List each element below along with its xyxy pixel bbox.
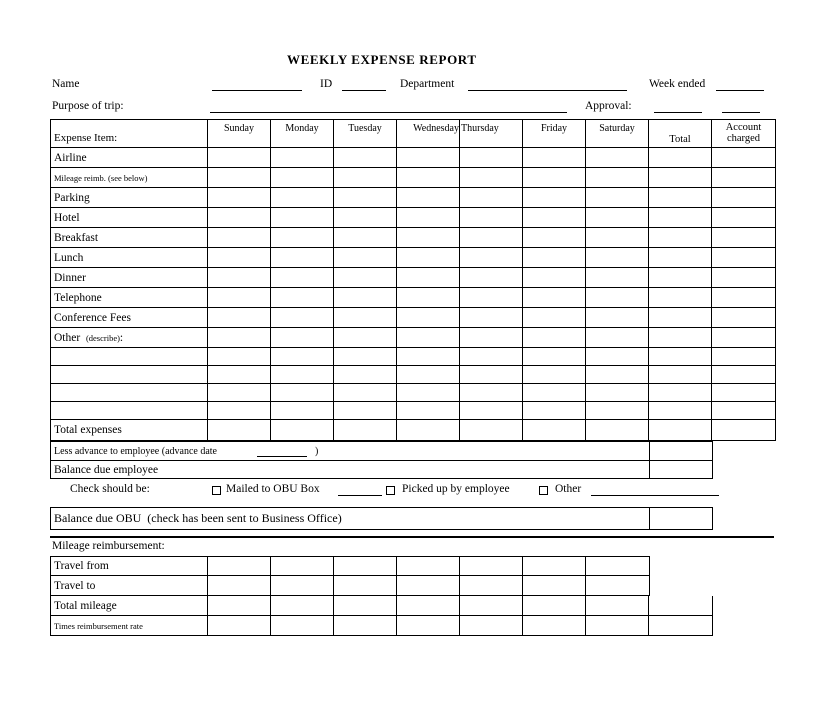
id-field-blank[interactable] xyxy=(342,77,386,91)
expense-day-cell[interactable] xyxy=(208,384,271,401)
expense-account-cell[interactable] xyxy=(712,384,775,401)
expense-item-label xyxy=(51,366,208,383)
expense-day-cell[interactable] xyxy=(271,228,334,247)
expense-day-cell[interactable] xyxy=(586,188,649,207)
expense-total-cell[interactable] xyxy=(649,248,712,267)
expense-table xyxy=(50,119,776,441)
expense-day-cell[interactable] xyxy=(523,168,586,187)
less-advance-amount-cell[interactable] xyxy=(649,442,712,460)
balance-due-obu-amount-cell[interactable] xyxy=(649,508,712,529)
expense-total-cell[interactable] xyxy=(649,384,712,401)
expense-total-cell[interactable] xyxy=(649,402,712,419)
expense-day-cell[interactable] xyxy=(208,328,271,347)
expense-item-label: Dinner xyxy=(51,268,208,287)
expense-account-cell[interactable] xyxy=(712,366,775,383)
expense-day-cell[interactable] xyxy=(586,384,649,401)
expense-day-cell[interactable] xyxy=(523,348,586,365)
expense-account-cell[interactable] xyxy=(712,328,775,347)
mileage-day-cell[interactable] xyxy=(586,616,649,635)
other-checkbox[interactable] xyxy=(539,486,548,495)
expense-day-cell[interactable] xyxy=(460,308,523,327)
expense-item-label: Hotel xyxy=(51,208,208,227)
expense-day-cell[interactable] xyxy=(334,268,397,287)
total-expenses-day-cell[interactable] xyxy=(271,420,334,440)
expense-day-cell[interactable] xyxy=(208,168,271,187)
expense-row xyxy=(50,208,776,228)
total-column-header: Total xyxy=(649,120,712,147)
total-expenses-day-cell[interactable] xyxy=(523,420,586,440)
expense-day-cell[interactable] xyxy=(523,268,586,287)
expense-day-cell[interactable] xyxy=(334,288,397,307)
expense-item-label: Airline xyxy=(51,148,208,167)
mileage-day-cell[interactable] xyxy=(397,616,460,635)
mailed-to-obu-label: Mailed to OBU Box xyxy=(226,483,320,495)
expense-day-cell[interactable] xyxy=(208,402,271,419)
mileage-day-cell[interactable] xyxy=(460,596,523,615)
mileage-total-cell[interactable] xyxy=(649,596,712,615)
expense-day-cell[interactable] xyxy=(271,402,334,419)
expense-account-cell[interactable] xyxy=(712,308,775,327)
expense-row xyxy=(50,366,776,384)
expense-day-cell[interactable] xyxy=(586,348,649,365)
expense-day-cell[interactable] xyxy=(334,384,397,401)
expense-day-cell[interactable] xyxy=(460,148,523,167)
expense-day-cell[interactable] xyxy=(523,366,586,383)
expense-day-cell[interactable] xyxy=(271,348,334,365)
mileage-day-cell[interactable] xyxy=(271,596,334,615)
mileage-table xyxy=(50,556,713,636)
expense-day-cell[interactable] xyxy=(586,402,649,419)
expense-item-label xyxy=(51,348,208,365)
expense-day-cell[interactable] xyxy=(523,228,586,247)
expense-day-cell[interactable] xyxy=(397,248,460,267)
expense-day-cell[interactable] xyxy=(397,402,460,419)
mailed-to-obu-checkbox[interactable] xyxy=(212,486,221,495)
expense-account-cell[interactable] xyxy=(712,148,775,167)
picked-up-label: Picked up by employee xyxy=(402,483,510,495)
expense-item-header: Expense Item: xyxy=(51,120,208,147)
expense-day-cell[interactable] xyxy=(397,228,460,247)
mileage-day-cell[interactable] xyxy=(460,616,523,635)
balance-due-employee-amount-cell[interactable] xyxy=(649,461,712,478)
expense-row xyxy=(50,188,776,208)
expense-total-cell[interactable] xyxy=(649,148,712,167)
expense-row xyxy=(50,228,776,248)
expense-row xyxy=(50,308,776,328)
mileage-day-cell[interactable] xyxy=(208,557,271,575)
expense-day-cell[interactable] xyxy=(271,188,334,207)
expense-day-cell[interactable] xyxy=(334,348,397,365)
expense-day-cell[interactable] xyxy=(523,148,586,167)
section-divider xyxy=(50,536,774,538)
expense-row xyxy=(50,288,776,308)
less-advance-text xyxy=(51,442,649,460)
expense-day-cell[interactable] xyxy=(397,148,460,167)
expense-account-cell[interactable] xyxy=(712,188,775,207)
mileage-day-cell[interactable] xyxy=(271,616,334,635)
expense-row xyxy=(50,348,776,366)
week-ended-field-blank[interactable] xyxy=(716,77,764,91)
expense-day-cell[interactable] xyxy=(208,248,271,267)
expense-day-cell[interactable] xyxy=(586,168,649,187)
total-expenses-label: Total expenses xyxy=(51,420,208,440)
expense-day-cell[interactable] xyxy=(334,228,397,247)
mileage-day-cell[interactable] xyxy=(586,557,649,575)
expense-item-label: Conference Fees xyxy=(51,308,208,327)
expense-day-cell[interactable] xyxy=(208,366,271,383)
mileage-row-label: Times reimbursement rate xyxy=(51,616,208,635)
day-header-saturday: Saturday xyxy=(586,120,649,147)
expense-table-body xyxy=(50,148,776,441)
mileage-day-cell[interactable] xyxy=(334,596,397,615)
expense-day-cell[interactable] xyxy=(397,288,460,307)
mileage-row-label: Total mileage xyxy=(51,596,208,615)
total-expenses-row xyxy=(50,420,776,441)
purpose-of-trip-label: Purpose of trip: xyxy=(52,100,124,112)
day-header-wednesday: Wednesday xyxy=(397,120,460,147)
expense-day-cell[interactable] xyxy=(397,308,460,327)
expense-day-cell[interactable] xyxy=(271,248,334,267)
expense-account-cell[interactable] xyxy=(712,402,775,419)
expense-day-cell[interactable] xyxy=(271,288,334,307)
expense-day-cell[interactable] xyxy=(397,366,460,383)
mileage-day-cell[interactable] xyxy=(334,576,397,595)
expense-item-label: Parking xyxy=(51,188,208,207)
mileage-day-cell[interactable] xyxy=(460,576,523,595)
expense-day-cell[interactable] xyxy=(208,148,271,167)
expense-row xyxy=(50,328,776,348)
total-expenses-day-cell[interactable] xyxy=(586,420,649,440)
account-charged-column-header xyxy=(712,120,775,147)
expense-day-cell[interactable] xyxy=(334,168,397,187)
expense-day-cell[interactable] xyxy=(460,288,523,307)
expense-item-label-part: (describe) xyxy=(85,332,120,343)
expense-day-cell[interactable] xyxy=(460,188,523,207)
department-label: Department xyxy=(400,78,455,90)
expense-day-cell[interactable] xyxy=(271,328,334,347)
expense-item-label xyxy=(51,328,208,347)
expense-day-cell[interactable] xyxy=(208,288,271,307)
expense-day-cell[interactable] xyxy=(586,248,649,267)
expense-day-cell[interactable] xyxy=(460,248,523,267)
expense-total-cell[interactable] xyxy=(649,208,712,227)
expense-account-cell[interactable] xyxy=(712,248,775,267)
mileage-day-cell[interactable] xyxy=(460,557,523,575)
mileage-row xyxy=(50,616,713,636)
balance-due-employee-label: Balance due employee xyxy=(54,463,159,476)
expense-day-cell[interactable] xyxy=(334,308,397,327)
week-ended-label: Week ended xyxy=(649,78,706,90)
less-advance-row xyxy=(50,441,713,461)
expense-day-cell[interactable] xyxy=(334,402,397,419)
expense-day-cell[interactable] xyxy=(271,308,334,327)
expense-row xyxy=(50,168,776,188)
balance-due-employee-text xyxy=(51,461,649,478)
expense-day-cell[interactable] xyxy=(397,384,460,401)
account-header-line1: Account xyxy=(725,122,762,133)
expense-day-cell[interactable] xyxy=(586,328,649,347)
name-label: Name xyxy=(52,78,80,90)
expense-day-cell[interactable] xyxy=(397,268,460,287)
mileage-day-cell[interactable] xyxy=(523,576,586,595)
expense-row xyxy=(50,148,776,168)
expense-day-cell[interactable] xyxy=(208,268,271,287)
mileage-day-cell[interactable] xyxy=(397,557,460,575)
expense-item-label: Lunch xyxy=(51,248,208,267)
expense-item-label: Telephone xyxy=(51,288,208,307)
other-option-blank[interactable] xyxy=(591,482,719,496)
expense-account-cell[interactable] xyxy=(712,268,775,287)
expense-day-cell[interactable] xyxy=(271,148,334,167)
mileage-day-cell[interactable] xyxy=(523,557,586,575)
expense-day-cell[interactable] xyxy=(460,366,523,383)
expense-total-cell[interactable] xyxy=(649,366,712,383)
expense-day-cell[interactable] xyxy=(523,188,586,207)
expense-day-cell[interactable] xyxy=(334,366,397,383)
expense-total-cell[interactable] xyxy=(649,328,712,347)
balance-due-obu-row xyxy=(50,507,713,530)
expense-account-cell[interactable] xyxy=(712,288,775,307)
balance-due-obu-text xyxy=(51,508,649,529)
day-header-thursday: Thursday xyxy=(460,120,523,147)
mileage-section-label: Mileage reimbursement: xyxy=(52,540,165,552)
expense-row xyxy=(50,402,776,420)
purpose-field-blank[interactable] xyxy=(210,99,567,113)
expense-item-label-part: : xyxy=(119,331,124,344)
expense-day-cell[interactable] xyxy=(208,228,271,247)
expense-day-cell[interactable] xyxy=(271,208,334,227)
expense-account-cell[interactable] xyxy=(712,168,775,187)
expense-day-cell[interactable] xyxy=(586,366,649,383)
mileage-day-cell[interactable] xyxy=(397,576,460,595)
picked-up-checkbox[interactable] xyxy=(386,486,395,495)
expense-day-cell[interactable] xyxy=(523,308,586,327)
less-advance-label: Less advance to employee (advance date xyxy=(54,445,217,457)
expense-day-cell[interactable] xyxy=(397,328,460,347)
expense-total-cell[interactable] xyxy=(649,188,712,207)
expense-day-cell[interactable] xyxy=(208,308,271,327)
day-header-sunday: Sunday xyxy=(208,120,271,147)
expense-account-cell[interactable] xyxy=(712,228,775,247)
total-expenses-day-cell[interactable] xyxy=(334,420,397,440)
page-title: WEEKLY EXPENSE REPORT xyxy=(287,52,477,67)
expense-day-cell[interactable] xyxy=(460,348,523,365)
approval-field-blank-1[interactable] xyxy=(654,99,702,113)
expense-total-cell[interactable] xyxy=(649,308,712,327)
expense-day-cell[interactable] xyxy=(586,208,649,227)
expense-item-label xyxy=(51,384,208,401)
expense-item-label xyxy=(51,402,208,419)
expense-day-cell[interactable] xyxy=(523,384,586,401)
mileage-day-cell[interactable] xyxy=(523,616,586,635)
other-option-label: Other xyxy=(555,483,582,495)
expense-day-cell[interactable] xyxy=(460,168,523,187)
less-advance-close-paren: ) xyxy=(314,445,319,457)
mileage-day-cell[interactable] xyxy=(586,576,649,595)
approval-label: Approval: xyxy=(585,100,632,112)
expense-day-cell[interactable] xyxy=(586,308,649,327)
expense-total-cell[interactable] xyxy=(649,168,712,187)
mileage-row xyxy=(50,576,650,596)
mileage-total-cell[interactable] xyxy=(649,616,712,635)
expense-item-label: Breakfast xyxy=(51,228,208,247)
mileage-day-cell[interactable] xyxy=(271,557,334,575)
expense-item-label: Mileage reimb. (see below) xyxy=(51,168,208,187)
mileage-row-label: Travel to xyxy=(51,576,208,595)
expense-day-cell[interactable] xyxy=(208,348,271,365)
expense-day-cell[interactable] xyxy=(586,228,649,247)
expense-total-cell[interactable] xyxy=(649,228,712,247)
expense-table-header-row xyxy=(50,119,776,148)
expense-day-cell[interactable] xyxy=(586,148,649,167)
expense-day-cell[interactable] xyxy=(523,248,586,267)
expense-day-cell[interactable] xyxy=(334,188,397,207)
expense-day-cell[interactable] xyxy=(523,288,586,307)
expense-day-cell[interactable] xyxy=(397,188,460,207)
expense-day-cell[interactable] xyxy=(586,268,649,287)
expense-row xyxy=(50,268,776,288)
expense-day-cell[interactable] xyxy=(460,228,523,247)
expense-day-cell[interactable] xyxy=(523,328,586,347)
mileage-day-cell[interactable] xyxy=(586,596,649,615)
expense-day-cell[interactable] xyxy=(334,208,397,227)
expense-day-cell[interactable] xyxy=(397,208,460,227)
total-expenses-day-cell[interactable] xyxy=(460,420,523,440)
expense-day-cell[interactable] xyxy=(271,366,334,383)
obu-box-number-blank[interactable] xyxy=(338,482,382,496)
day-header-friday: Friday xyxy=(523,120,586,147)
expense-day-cell[interactable] xyxy=(460,208,523,227)
expense-day-cell[interactable] xyxy=(334,328,397,347)
expense-row xyxy=(50,384,776,402)
mileage-table-body xyxy=(50,556,713,636)
expense-account-cell[interactable] xyxy=(712,348,775,365)
expense-account-cell[interactable] xyxy=(712,208,775,227)
id-label: ID xyxy=(320,78,333,90)
mileage-day-cell[interactable] xyxy=(208,596,271,615)
expense-day-cell[interactable] xyxy=(397,348,460,365)
balance-due-employee-row xyxy=(50,460,713,479)
expense-day-cell[interactable] xyxy=(334,248,397,267)
expense-day-cell[interactable] xyxy=(334,148,397,167)
mileage-day-cell[interactable] xyxy=(397,596,460,615)
mileage-day-cell[interactable] xyxy=(271,576,334,595)
expense-day-cell[interactable] xyxy=(460,384,523,401)
department-field-blank[interactable] xyxy=(468,77,627,91)
expense-item-label-part: Other xyxy=(54,331,86,344)
mileage-row-label: Travel from xyxy=(51,557,208,575)
mileage-day-cell[interactable] xyxy=(208,616,271,635)
expense-day-cell[interactable] xyxy=(208,188,271,207)
expense-day-cell[interactable] xyxy=(271,268,334,287)
expense-total-cell[interactable] xyxy=(649,288,712,307)
mileage-day-cell[interactable] xyxy=(523,596,586,615)
expense-day-cell[interactable] xyxy=(460,268,523,287)
total-expenses-day-cell[interactable] xyxy=(208,420,271,440)
total-expenses-day-cell[interactable] xyxy=(397,420,460,440)
mileage-row xyxy=(50,556,650,576)
mileage-day-cell[interactable] xyxy=(334,557,397,575)
expense-total-cell[interactable] xyxy=(649,268,712,287)
mileage-day-cell[interactable] xyxy=(208,576,271,595)
total-expenses-total-cell[interactable] xyxy=(649,420,712,440)
expense-day-cell[interactable] xyxy=(586,288,649,307)
expense-day-cell[interactable] xyxy=(397,168,460,187)
name-field-blank[interactable] xyxy=(212,77,302,91)
account-header-line2: charged xyxy=(726,133,761,144)
total-expenses-account-cell[interactable] xyxy=(712,420,775,440)
expense-day-cell[interactable] xyxy=(208,208,271,227)
advance-date-blank[interactable] xyxy=(257,445,307,457)
mileage-day-cell[interactable] xyxy=(334,616,397,635)
balance-due-obu-label: Balance due OBU (check has been sent to Business Office) xyxy=(54,511,342,525)
check-should-be-label: Check should be: xyxy=(70,483,150,495)
expense-day-cell[interactable] xyxy=(523,402,586,419)
expense-day-cell[interactable] xyxy=(460,328,523,347)
expense-day-cell[interactable] xyxy=(271,384,334,401)
expense-day-cell[interactable] xyxy=(460,402,523,419)
approval-field-blank-2[interactable] xyxy=(722,99,760,113)
day-header-monday: Monday xyxy=(271,120,334,147)
expense-day-cell[interactable] xyxy=(271,168,334,187)
expense-day-cell[interactable] xyxy=(523,208,586,227)
expense-row xyxy=(50,248,776,268)
day-header-tuesday: Tuesday xyxy=(334,120,397,147)
expense-total-cell[interactable] xyxy=(649,348,712,365)
mileage-row xyxy=(50,596,713,616)
